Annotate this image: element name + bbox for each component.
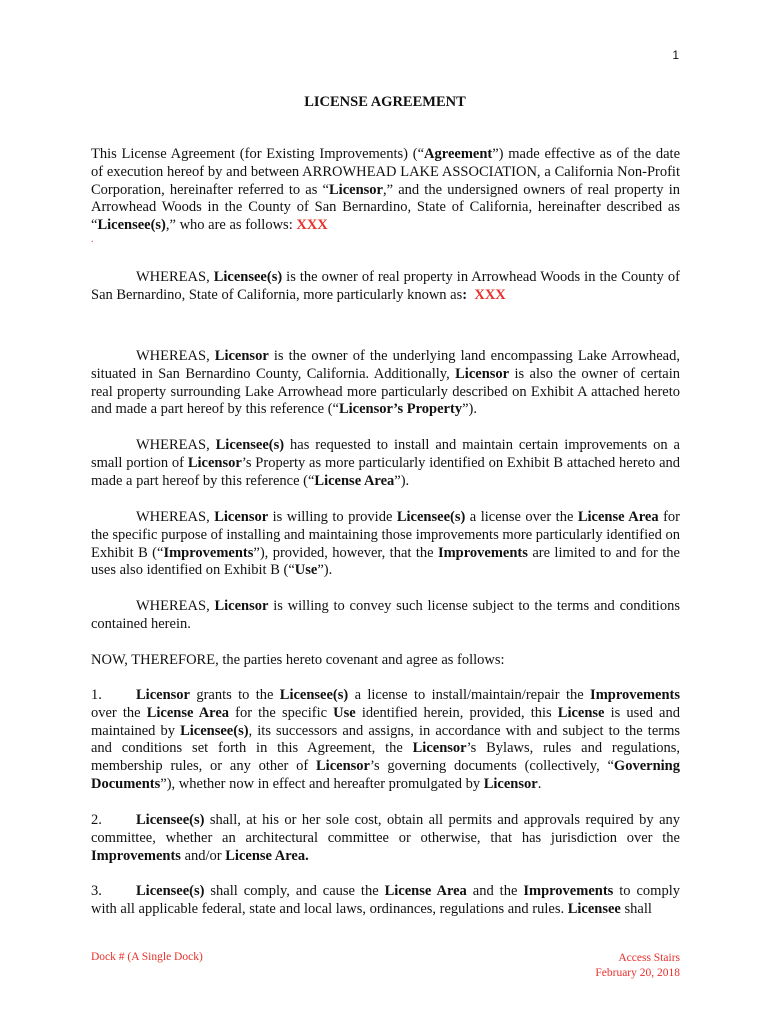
whereas-paragraph-5: WHEREAS, Licensor is willing to convey such license subject to the terms and conditions contained herein. [91, 598, 680, 632]
clause-3: 3. Licensee(s) shall comply, and cause the License Area and the Improvements to comply with all applicable federal, state and local laws, ordinances, regulations and rules. Licensee shall [91, 883, 680, 917]
clause-number: 3. [91, 883, 102, 899]
property-placeholder: XXX [474, 286, 506, 303]
red-mark: . [91, 233, 94, 245]
document-title: LICENSE AGREEMENT [304, 94, 466, 110]
footer-access-stairs: Access Stairs [618, 952, 680, 964]
clause-1: 1. Licensor grants to the Licensee(s) a license to install/maintain/repair the Improvements over the License Area for the specific Use identified herein, provided, this License is used and maintained by Licensee(s), its successors and assigns, in accordance with and subject to the terms and conditions set forth in this Agreement, the Licensor’s Bylaws, rules and regulations, membership rules, or any other of Licensor’s governing documents (collectively, “Governing Documents”), whether now in effect and hereafter promulgated by Licensor. [91, 687, 681, 792]
footer-date: February 20, 2018 [595, 967, 680, 979]
licensee-placeholder: XXX [296, 217, 328, 234]
intro-paragraph: This License Agreement (for Existing Improvements) (“Agreement”) made effective as of the date of execution hereof by and between ARROWHEAD LAKE ASSOCIATION, a California Non-Profit Corporation, hereinafter referred to as “Licensor,” and the undersigned owners of real property in Arrowhead Woods in the County of San Bernardino, State of California, hereinafter described as “Licensee(s),” who are as follows: XXX . [91, 146, 680, 245]
whereas-paragraph-2: WHEREAS, Licensor is the owner of the underlying land encompassing Lake Arrowhead, situated in San Bernardino County, California. Additionally, Licensor is also the owner of certain real property surrounding Lake Arrowhead more particularly described on Exhibit A attached hereto and made a part hereof by this reference (“Licensor’s Property”). [91, 348, 680, 418]
now-therefore-paragraph: NOW, THEREFORE, the parties hereto covenant and agree as follows: [91, 652, 505, 668]
clause-number: 2. [91, 812, 102, 828]
whereas-paragraph-1: WHEREAS, Licensee(s) is the owner of real property in Arrowhead Woods in the County of San Bernardino, State of California, more particularly known as: XXX [91, 269, 680, 303]
footer-dock-label: Dock # (A Single Dock) [91, 951, 203, 963]
clause-number: 1. [91, 687, 102, 703]
page-number: 1 [672, 48, 679, 62]
footer-right-block [595, 951, 680, 981]
clause-2: 2. Licensee(s) shall, at his or her sole cost, obtain all permits and approvals required by any committee, whether an architectural committee or otherwise, that has jurisdiction over the Improvements and/or License Area. [91, 812, 680, 864]
whereas-paragraph-3: WHEREAS, Licensee(s) has requested to install and maintain certain improvements on a small portion of Licensor’s Property as more particularly identified on Exhibit B attached hereto and made a part hereof by this reference (“License Area”). [91, 437, 681, 489]
whereas-paragraph-4: WHEREAS, Licensor is willing to provide Licensee(s) a license over the License Area for the specific purpose of installing and maintaining those improvements more particularly identified on Exhibit B (“Improvements”), provided, however, that the Improvements are limited to and for the uses also identified on Exhibit B (“Use”). [91, 509, 680, 579]
